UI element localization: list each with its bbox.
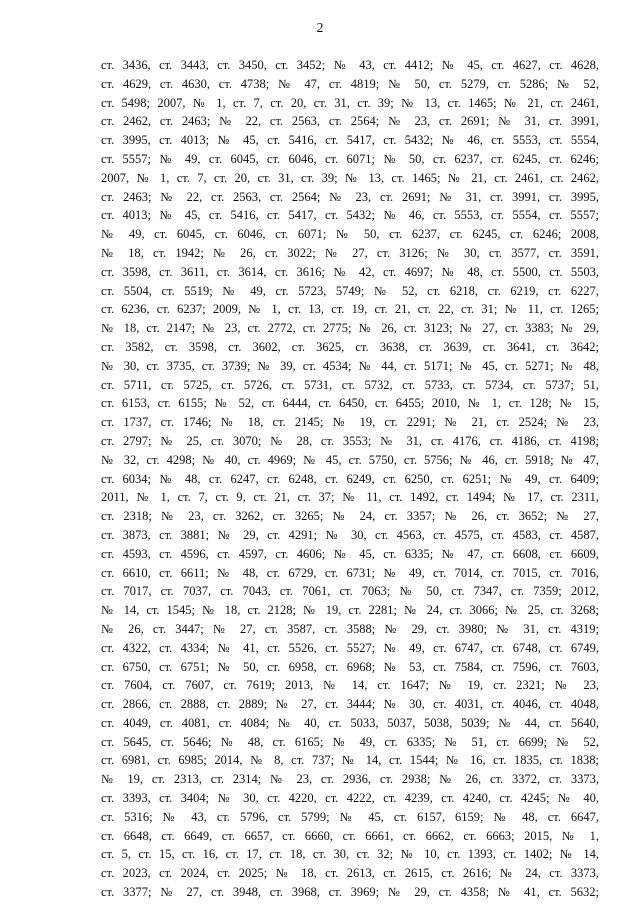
text-line: ст. 3598, ст. 3611, ст. 3614, ст. 3616; № 42, ст. 4697; № 48, ст. 5500, ст. 5503, [101,264,599,279]
text-line: ст. 5498; 2007, № 1, ст. 7, ст. 20, ст. 31, ст. 39; № 13, ст. 1465; № 21, ст. 2461, [101,95,599,110]
text-line: ст. 4629, ст. 4630, ст. 4738; № 47, ст. 4819; № 50, ст. 5279, ст. 5286; № 52, [101,76,599,91]
text-line: ст. 5557; № 49, ст. 6045, ст. 6046, ст. 6071; № 50, ст. 6237, ст. 6245, ст. 6246; [101,151,599,166]
text-line: ст. 6236, ст. 6237; 2009, № 1, ст. 13, ст. 19, ст. 21, ст. 22, ст. 31; № 11, ст. 1265; [101,302,599,317]
text-line: ст. 5, ст. 15, ст. 16, ст. 17, ст. 18, ст. 30, ст. 32; № 10, ст. 1393, ст. 1402; № 14, [101,847,599,862]
text-line: ст. 2797; № 25, ст. 3070; № 28, ст. 3553; № 31, ст. 4176, ст. 4186, ст. 4198; [101,433,599,448]
text-line: ст. 6648, ст. 6649, ст. 6657, ст. 6660, ст. 6661, ст. 6662, ст. 6663; 2015, № 1, [101,828,599,843]
text-line: № 18, ст. 1942; № 26, ст. 3022; № 27, ст. 3126; № 30, ст. 3577, ст. 3591, [101,245,599,260]
text-line: ст. 1737, ст. 1746; № 18, ст. 2145; № 19, ст. 2291; № 21, ст. 2524; № 23, [101,415,599,430]
text-line: 2007, № 1, ст. 7, ст. 20, ст. 31, ст. 39; № 13, ст. 1465; № 21, ст. 2461, ст. 2462, [101,170,599,185]
text-line: ст. 6750, ст. 6751; № 50, ст. 6958, ст. 6968; № 53, ст. 7584, ст. 7596, ст. 7603, [101,659,599,674]
text-line: ст. 3393, ст. 3404; № 30, ст. 4220, ст. 4222, ст. 4239, ст. 4240, ст. 4245; № 40, [101,791,599,806]
text-line: ст. 3582, ст. 3598, ст. 3602, ст. 3625, ст. 3638, ст. 3639, ст. 3641, ст. 3642; [101,339,599,354]
text-line: № 30, ст. 3735, ст. 3739; № 39, ст. 4534; № 44, ст. 5171; № 45, ст. 5271; № 48, [101,358,599,373]
text-line: ст. 6153, ст. 6155; № 52, ст. 6444, ст. 6450, ст. 6455; 2010, № 1, ст. 128; № 15, [101,396,599,411]
text-line: ст. 6610, ст. 6611; № 48, ст. 6729, ст. 6731; № 49, ст. 7014, ст. 7015, ст. 7016, [101,565,599,580]
text-line: ст. 5316; № 43, ст. 5796, ст. 5799; № 45, ст. 6157, 6159; № 48, ст. 6647, [101,809,599,824]
text-line: ст. 5711, ст. 5725, ст. 5726, ст. 5731, ст. 5732, ст. 5733, ст. 5734, ст. 5737; 51, [101,377,599,392]
text-line: ст. 6034; № 48, ст. 6247, ст. 6248, ст. 6249, ст. 6250, ст. 6251; № 49, ст. 6409; [101,471,599,486]
text-line: № 18, ст. 2147; № 23, ст. 2772, ст. 2775; № 26, ст. 3123; № 27, ст. 3383; № 29, [101,321,599,336]
text-line: № 32, ст. 4298; № 40, ст. 4969; № 45, ст. 5750, ст. 5756; № 46, ст. 5918; № 47, [101,452,599,467]
page-number: 2 [316,20,324,35]
text-line: № 14, ст. 1545; № 18, ст. 2128; № 19, ст. 2281; № 24, ст. 3066; № 25, ст. 3268; [101,603,599,618]
text-line: ст. 3873, ст. 3881; № 29, ст. 4291; № 30, ст. 4563, ст. 4575, ст. 4583, ст. 4587, [101,527,599,542]
text-line: ст. 4049, ст. 4081, ст. 4084; № 40, ст. 5033, 5037, 5038, 5039; № 44, ст. 5640, [101,715,599,730]
text-line: ст. 7604, ст. 7607, ст. 7619; 2013, № 14, ст. 1647; № 19, ст. 2321; № 23, [101,678,599,693]
text-line: ст. 4013; № 45, ст. 5416, ст. 5417, ст. 5432; № 46, ст. 5553, ст. 5554, ст. 5557; [101,208,599,223]
text-line: ст. 2462, ст. 2463; № 22, ст. 2563, ст. 2564; № 23, ст. 2691; № 31, ст. 3991, [101,114,599,129]
text-line: № 49, ст. 6045, ст. 6046, ст. 6071; № 50, ст. 6237, ст. 6245, ст. 6246; 2008, [101,227,599,242]
text-line: ст. 3995, ст. 4013; № 45, ст. 5416, ст. 5417, ст. 5432; № 46, ст. 5553, ст. 5554, [101,133,599,148]
text-line: ст. 4322, ст. 4334; № 41, ст. 5526, ст. 5527; № 49, ст. 6747, ст. 6748, ст. 6749, [101,640,599,655]
text-line: ст. 2866, ст. 2888, ст. 2889; № 27, ст. 3444; № 30, ст. 4031, ст. 4046, ст. 4048, [101,697,599,712]
text-line: ст. 2463; № 22, ст. 2563, ст. 2564; № 23, ст. 2691; № 31, ст. 3991, ст. 3995, [101,189,599,204]
text-line: ст. 3377; № 27, ст. 3948, ст. 3968, ст. 3969; № 29, ст. 4358; № 41, ст. 5632; [101,885,599,900]
body-text [101,56,599,902]
text-line: № 26, ст. 3447; № 27, ст. 3587, ст. 3588; № 29, ст. 3980; № 31, ст. 4319; [101,621,599,636]
text-line: ст. 4593, ст. 4596, ст. 4597, ст. 4606; № 45, ст. 6335; № 47, ст. 6608, ст. 6609, [101,546,599,561]
text-line: ст. 6981, ст. 6985; 2014, № 8, ст. 737; № 14, ст. 1544; № 16, ст. 1835, ст. 1838; [101,753,599,768]
text-line: ст. 3436, ст. 3443, ст. 3450, ст. 3452; № 43, ст. 4412; № 45, ст. 4627, ст. 4628, [101,58,599,72]
text-line: 2011, № 1, ст. 7, ст. 9, ст. 21, ст. 37; № 11, ст. 1492, ст. 1494; № 17, ст. 2311, [101,490,599,505]
text-line: ст. 2318; № 23, ст. 3262, ст. 3265; № 24, ст. 3357; № 26, ст. 3652; № 27, [101,509,599,524]
text-line: № 19, ст. 2313, ст. 2314; № 23, ст. 2936, ст. 2938; № 26, ст. 3372, ст. 3373, [101,772,599,787]
text-line: ст. 7017, ст. 7037, ст. 7043, ст. 7061, ст. 7063; № 50, ст. 7347, ст. 7359; 2012, [101,584,599,599]
text-line: ст. 5504, ст. 5519; № 49, ст. 5723, 5749; № 52, ст. 6218, ст. 6219, ст. 6227, [101,283,599,298]
text-line: ст. 2023, ст. 2024, ст. 2025; № 18, ст. 2613, ст. 2615, ст. 2616; № 24, ст. 3373, [101,866,599,881]
text-line: ст. 5645, ст. 5646; № 48, ст. 6165; № 49, ст. 6335; № 51, ст. 6699; № 52, [101,734,599,749]
